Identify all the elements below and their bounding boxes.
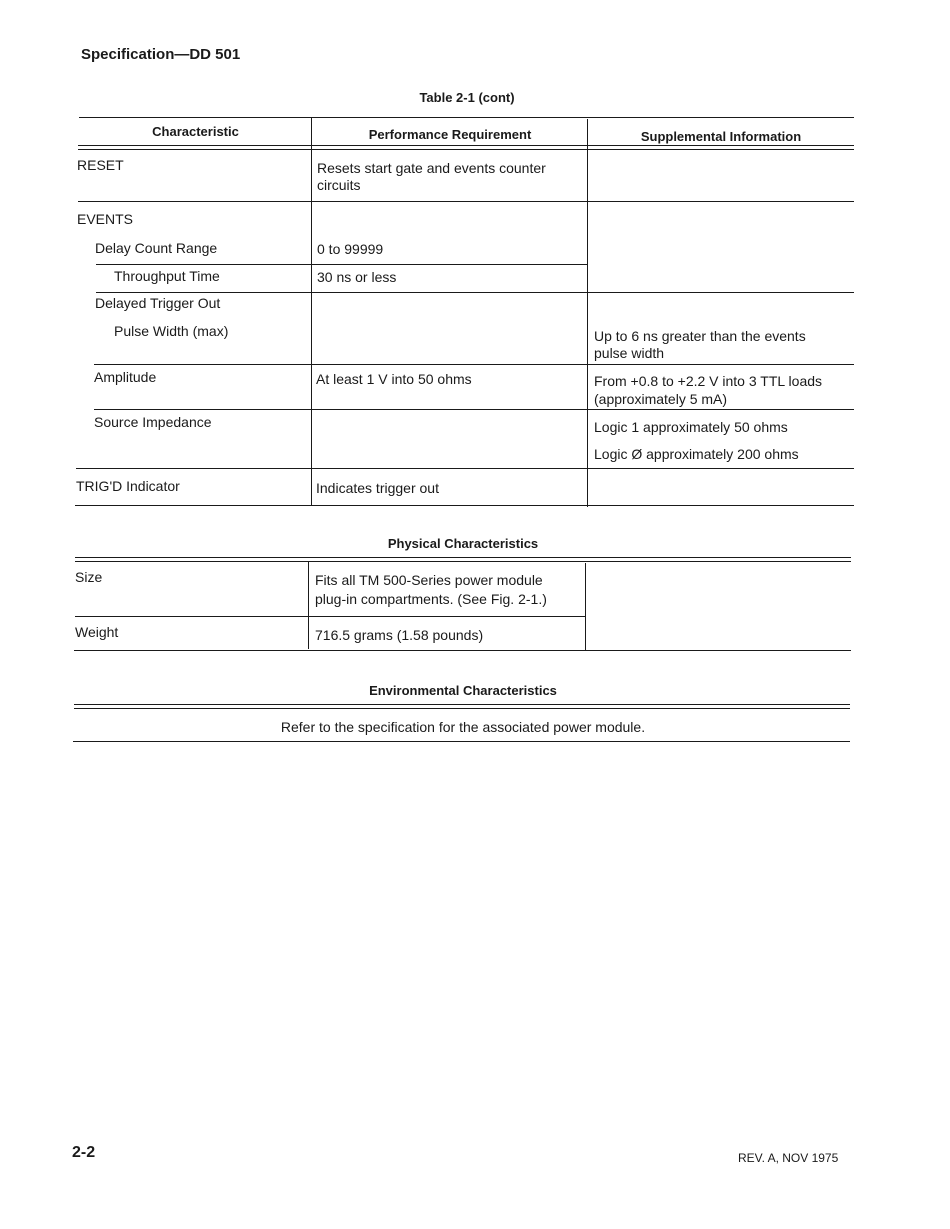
row-source-impedance-characteristic: Source Impedance xyxy=(94,414,212,430)
physical-size-value-line1: Fits all TM 500-Series power module xyxy=(315,572,543,588)
environmental-text: Refer to the specification for the associated power module. xyxy=(280,719,646,735)
row-delay-count-requirement: 0 to 99999 xyxy=(317,241,384,257)
row-rule xyxy=(96,292,854,293)
row-reset-characteristic: RESET xyxy=(77,157,124,173)
row-pulse-width-supplemental-line1: Up to 6 ns greater than the events xyxy=(594,328,806,344)
row-rule xyxy=(78,201,854,202)
column-divider-1 xyxy=(311,117,312,505)
row-rule xyxy=(94,364,854,365)
physical-section-title: Physical Characteristics xyxy=(387,536,539,551)
row-delay-count-characteristic: Delay Count Range xyxy=(95,240,218,256)
row-source-impedance-supplemental-line1: Logic 1 approximately 50 ohms xyxy=(594,419,788,435)
physical-top-double-rule xyxy=(75,557,851,562)
row-delayed-trigger-characteristic: Delayed Trigger Out xyxy=(95,295,221,311)
row-pulse-width-supplemental-line2: pulse width xyxy=(594,345,665,361)
column-header-characteristic: Characteristic xyxy=(152,124,239,139)
page-header-title: Specification—DD 501 xyxy=(81,46,241,63)
table-bottom-rule xyxy=(75,505,854,506)
row-throughput-requirement: 30 ns or less xyxy=(317,269,397,285)
row-source-impedance-supplemental-line2: Logic Ø approximately 200 ohms xyxy=(594,446,799,462)
page-number: 2-2 xyxy=(72,1144,96,1161)
row-rule xyxy=(75,616,585,617)
row-events-characteristic: EVENTS xyxy=(77,211,134,227)
row-amplitude-requirement: At least 1 V into 50 ohms xyxy=(316,371,472,387)
row-amplitude-supplemental-line1: From +0.8 to +2.2 V into 3 TTL loads xyxy=(594,373,823,389)
row-pulse-width-characteristic: Pulse Width (max) xyxy=(114,323,229,339)
environmental-top-double-rule xyxy=(74,704,850,709)
row-reset-requirement-line1: Resets start gate and events counter xyxy=(317,160,546,176)
environmental-bottom-rule xyxy=(73,741,850,742)
row-rule xyxy=(96,264,587,265)
table-top-rule xyxy=(79,117,854,118)
row-amplitude-supplemental-line2: (approximately 5 mA) xyxy=(594,391,728,407)
column-divider-2 xyxy=(587,119,588,507)
physical-weight-value: 716.5 grams (1.58 pounds) xyxy=(315,627,484,643)
column-divider-1 xyxy=(308,561,309,649)
row-rule xyxy=(94,409,854,410)
physical-size-label: Size xyxy=(75,569,103,585)
row-throughput-characteristic: Throughput Time xyxy=(114,268,220,284)
environmental-section-title: Environmental Characteristics xyxy=(369,683,557,698)
row-rule xyxy=(76,468,854,469)
row-trigd-characteristic: TRIG'D Indicator xyxy=(76,478,180,494)
header-double-rule xyxy=(78,145,854,150)
row-reset-requirement-line2: circuits xyxy=(317,177,361,193)
physical-size-value-line2: plug-in compartments. (See Fig. 2-1.) xyxy=(315,591,547,607)
revision-label: REV. A, NOV 1975 xyxy=(738,1151,839,1165)
physical-bottom-rule xyxy=(74,650,851,651)
column-header-supplemental: Supplemental Information xyxy=(640,129,802,144)
table-title: Table 2-1 (cont) xyxy=(419,90,515,105)
physical-weight-label: Weight xyxy=(75,624,119,640)
column-header-performance: Performance Requirement xyxy=(368,127,532,142)
row-trigd-requirement: Indicates trigger out xyxy=(316,480,439,496)
column-divider-2 xyxy=(585,563,586,651)
row-amplitude-characteristic: Amplitude xyxy=(94,369,157,385)
